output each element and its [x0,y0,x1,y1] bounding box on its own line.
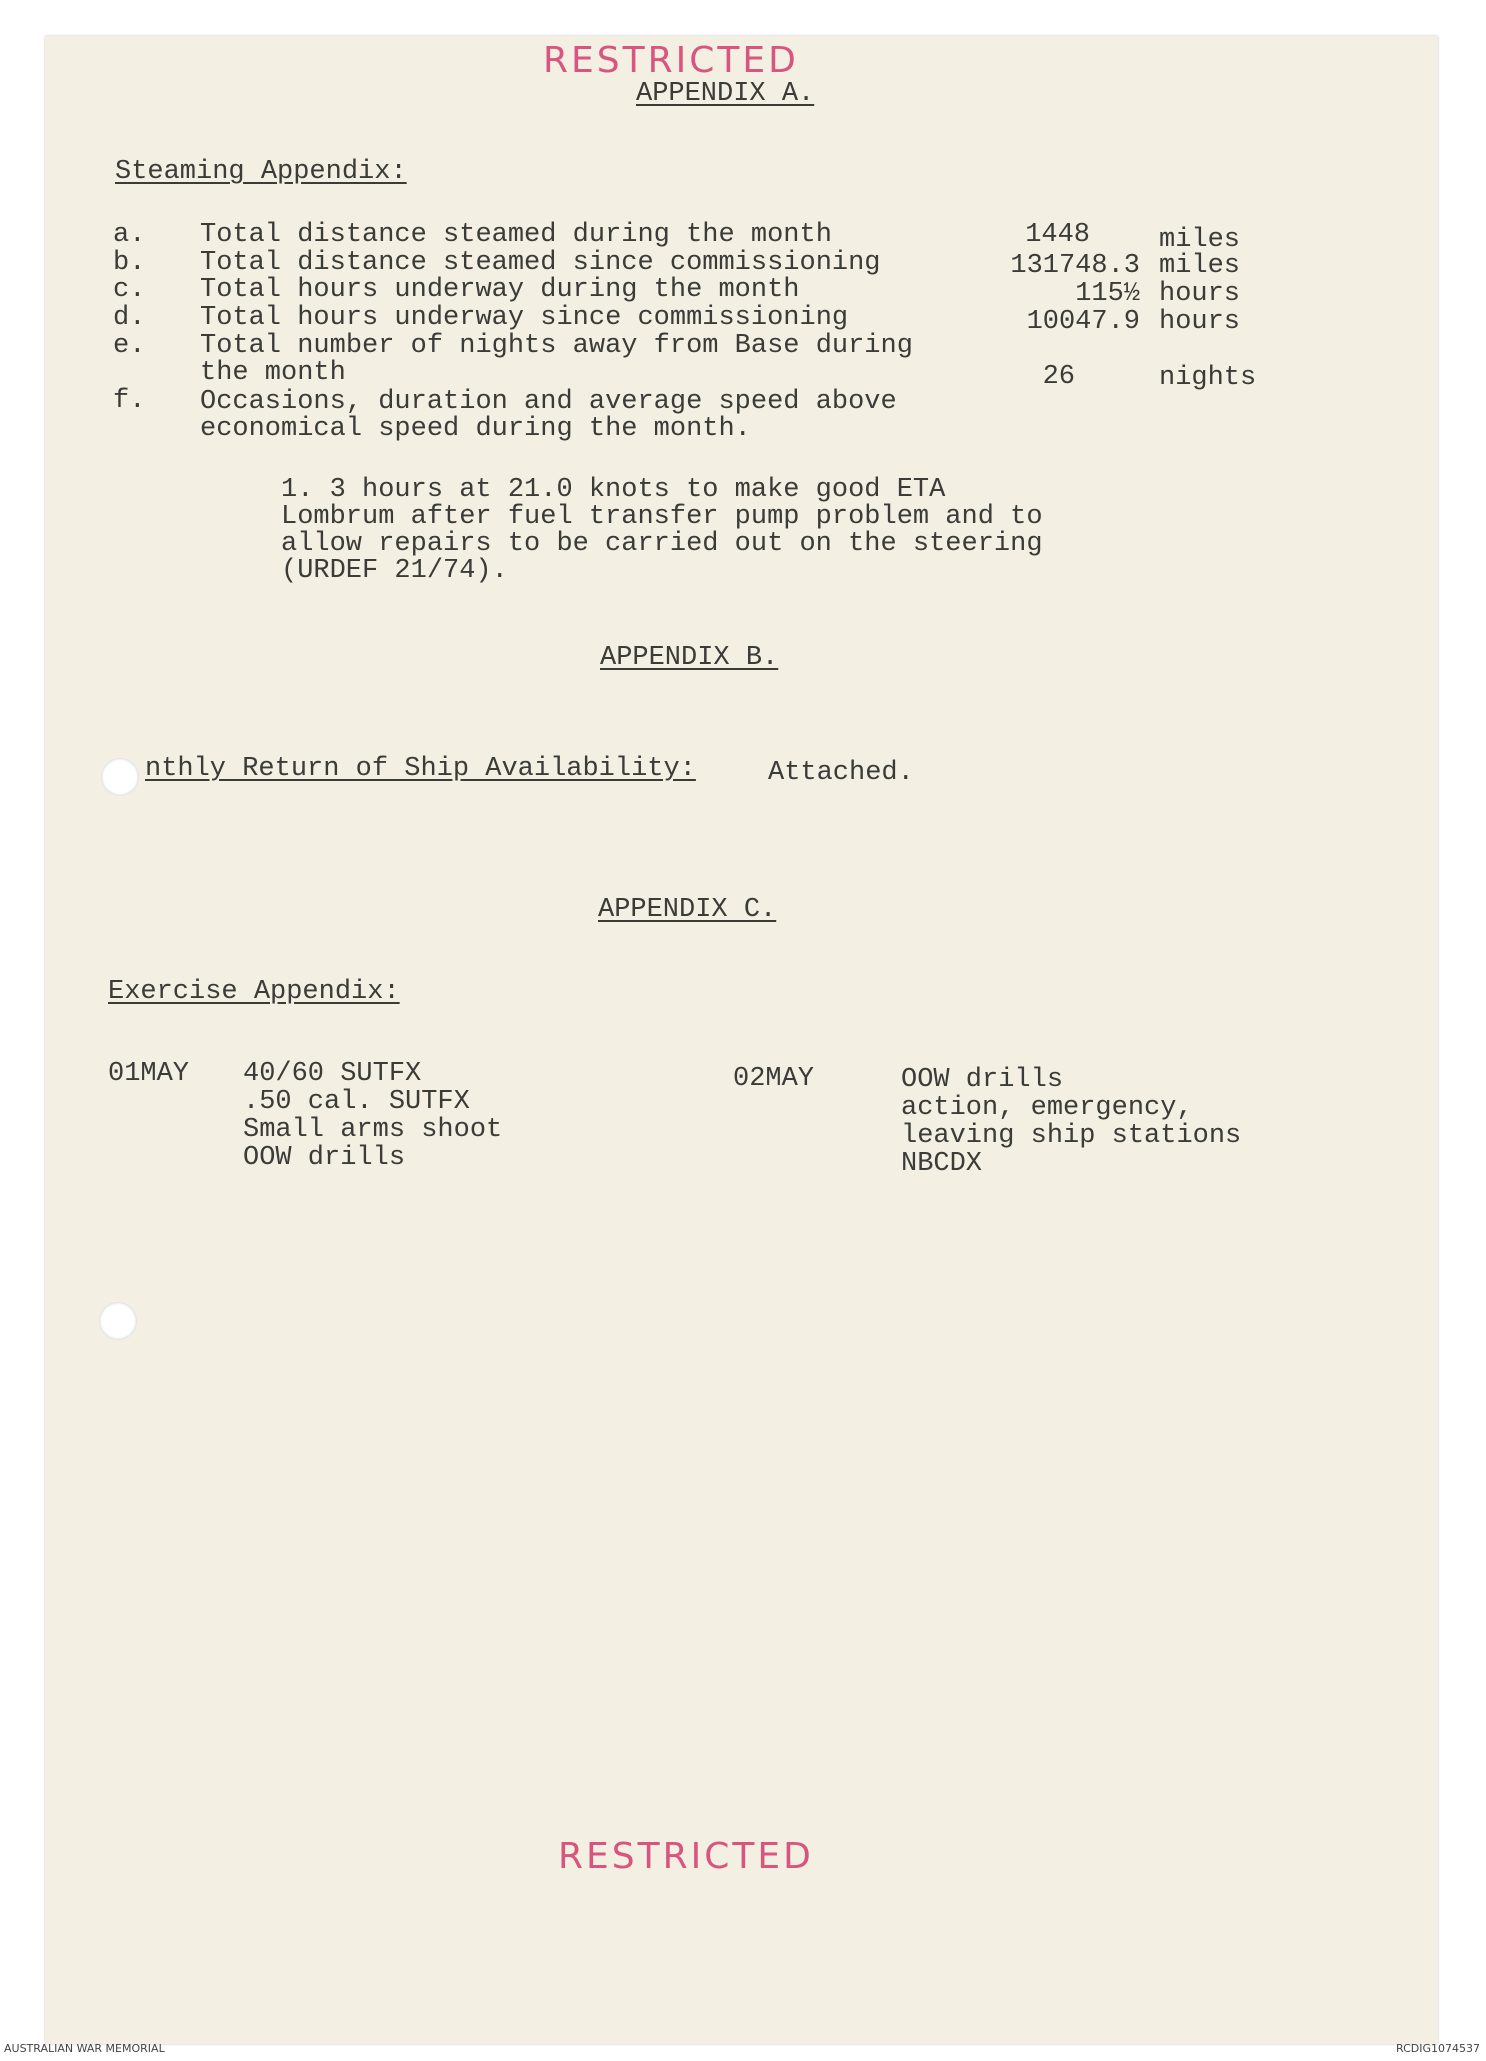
punch-hole [101,758,139,796]
exercise-date: 01MAY [108,1059,190,1089]
punch-hole [99,1302,137,1340]
item-description: Total distance steamed during the month [200,220,832,250]
ship-availability-value: Attached. [768,758,914,788]
footer-archive-name: AUSTRALIAN WAR MEMORIAL [4,2042,165,2055]
document-page [45,36,1438,2044]
exercise-activity: 40/60 SUTFX [243,1059,422,1089]
appendix-b-heading: APPENDIX B. [600,643,779,673]
footer-record-id: RCDIG1074537 [1395,2042,1480,2055]
item-description: Total distance steamed since commissioning [200,248,881,278]
exercise-activity: action, emergency, [901,1093,1193,1123]
exercise-activity: .50 cal. SUTFX [243,1087,470,1117]
item-unit: hours [1159,307,1241,337]
steaming-appendix-title: Steaming Appendix: [115,157,407,187]
speed-note-line: Lombrum after fuel transfer pump problem and to [281,502,1043,532]
item-value: 115½ [1075,279,1140,309]
item-letter: f. [113,386,146,416]
item-unit: nights [1159,363,1257,393]
speed-note-line: (URDEF 21/74). [281,556,508,586]
item-value: 26 [1042,362,1075,392]
exercise-activity: OOW drills [901,1065,1064,1095]
item-value: 10047.9 [1026,307,1140,337]
exercise-activity: OOW drills [243,1143,406,1173]
appendix-a-heading: APPENDIX A. [636,79,815,109]
speed-note-line: 1. 3 hours at 21.0 knots to make good ETA [281,475,946,505]
item-unit: miles [1159,225,1241,255]
appendix-c-heading: APPENDIX C. [598,895,777,925]
item-description: Total hours underway during the month [200,275,800,305]
item-letter: c. [113,275,146,305]
item-letter: e. [113,331,146,361]
exercise-activity: leaving ship stations [901,1121,1242,1151]
exercise-activity: Small arms shoot [243,1115,503,1145]
item-description: Occasions, duration and average speed above [200,387,897,417]
item-description: Total hours underway since commissioning [200,303,849,333]
speed-note-line: allow repairs to be carried out on the steering [281,529,1043,559]
item-description: Total number of nights away from Base during [200,331,913,361]
item-description: economical speed during the month. [200,414,751,444]
exercise-activity: NBCDX [901,1149,983,1179]
restricted-stamp-bottom: RESTRICTED [558,1836,814,1877]
item-unit: miles [1159,251,1241,281]
item-letter: a. [113,220,146,250]
restricted-stamp-top: RESTRICTED [543,40,799,81]
item-description: the month [200,358,346,388]
ship-availability-label: nthly Return of Ship Availability: [145,754,696,784]
item-letter: b. [113,248,146,278]
exercise-appendix-title: Exercise Appendix: [108,977,400,1007]
item-value: 131748.3 [1010,251,1140,281]
item-letter: d. [113,303,146,333]
item-unit: hours [1159,279,1241,309]
item-value: 1448 [1025,220,1090,250]
exercise-date: 02MAY [733,1064,815,1094]
